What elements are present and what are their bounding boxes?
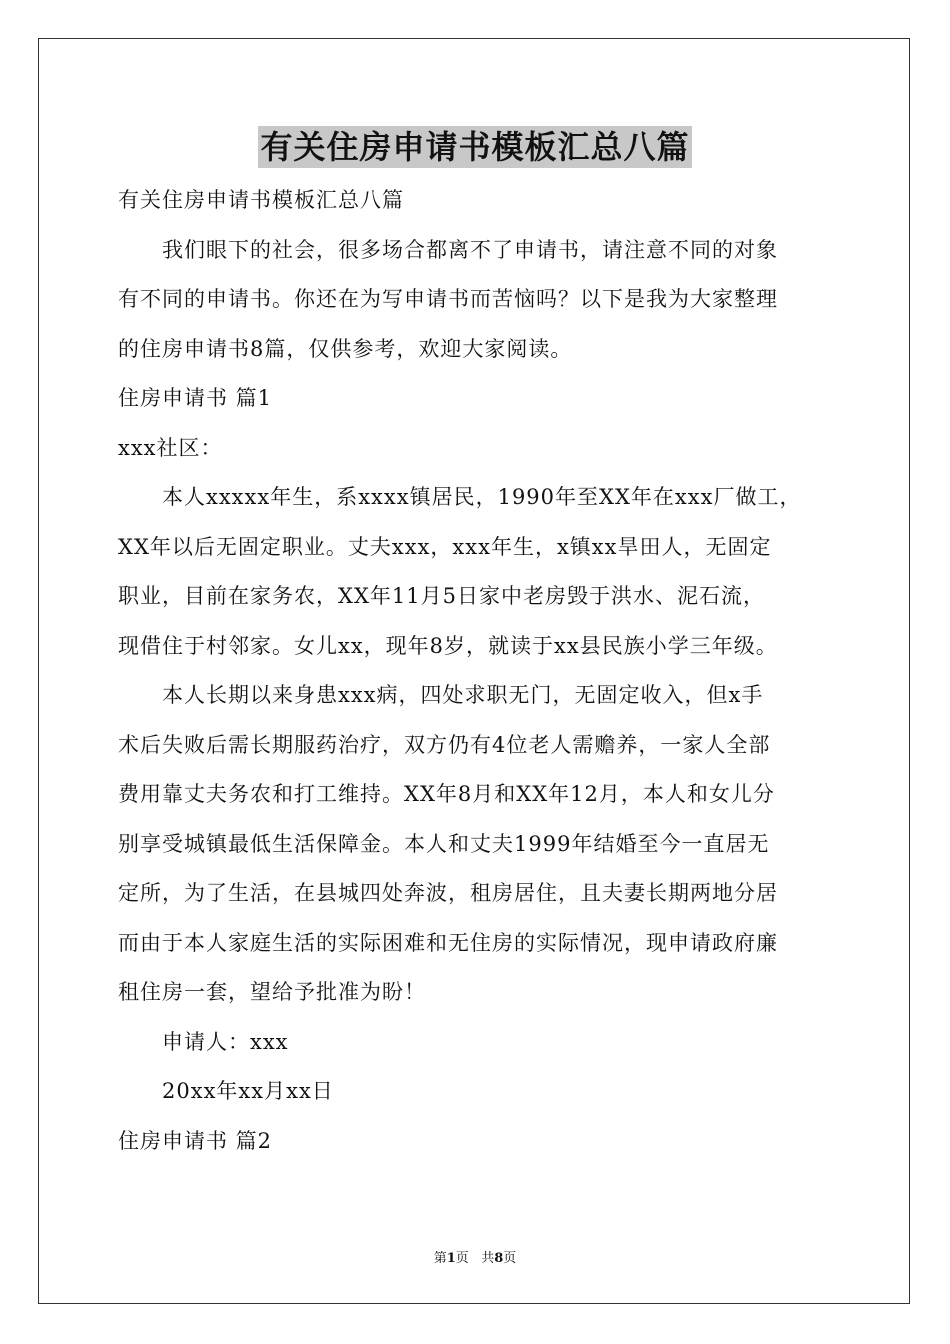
text-line: 申请人：xxx [162,1029,289,1054]
text-line: 费用靠丈夫务农和打工维持。XX年8月和XX年12月，本人和女儿分 [118,782,775,806]
text-line: 租住房一套，望给予批准为盼！ [118,980,426,1004]
text-line: 有不同的申请书。你还在为写申请书而苦恼吗？以下是我为大家整理 [118,287,778,311]
text-line: 住房申请书 篇1 [118,386,273,410]
title-container [0,126,950,168]
text-line: 有关住房申请书模板汇总八篇 [118,188,404,212]
text-line: 而由于本人家庭生活的实际困难和无住房的实际情况，现申请政府廉 [118,930,778,955]
text-line: 我们眼下的社会，很多场合都离不了申请书，请注意不同的对象 [162,237,778,262]
text-line: xxx社区： [118,435,223,460]
text-line: 的住房申请书8篇，仅供参考，欢迎大家阅读。 [118,336,573,361]
text-line: 本人xxxxx年生，系xxxx镇居民，1990年至XX年在xxx厂做工， [162,485,802,509]
document-body [118,176,850,1166]
text-line: 住房申请书 篇2 [118,1128,273,1153]
total-pages: 8 [494,1251,504,1266]
total-suffix: 页 [503,1251,517,1266]
text-line: 现借住于村邻家。女儿xx，现年8岁，就读于xx县民族小学三年级。 [118,633,778,658]
page-suffix: 页 [455,1251,469,1266]
text-line: 本人长期以来身患xxx病，四处求职无门，无固定收入，但x手 [162,683,764,707]
text-line: XX年以后无固定职业。丈夫xxx，xxx年生，x镇xx旱田人，无固定 [118,534,772,559]
document-title: 有关住房申请书模板汇总八篇 [260,128,690,166]
text-line: 术后失败后需长期服药治疗，双方仍有4位老人需赡养，一家人全部 [118,732,771,757]
text-line: 别享受城镇最低生活保障金。本人和丈夫1999年结婚至今一直居无 [118,831,770,856]
total-prefix: 共 [481,1251,495,1266]
page-prefix: 第 [433,1251,447,1266]
page-footer [0,1247,950,1266]
text-line: 定所，为了生活，在县城四处奔波，租房居住，且夫妻长期两地分居 [118,881,778,905]
page-number: 1 [446,1251,456,1266]
text-line: 20xx年xx月xx日 [162,1079,334,1103]
text-line: 职业，目前在家务农，XX年11月5日家中老房毁于洪水、泥石流， [118,584,765,608]
